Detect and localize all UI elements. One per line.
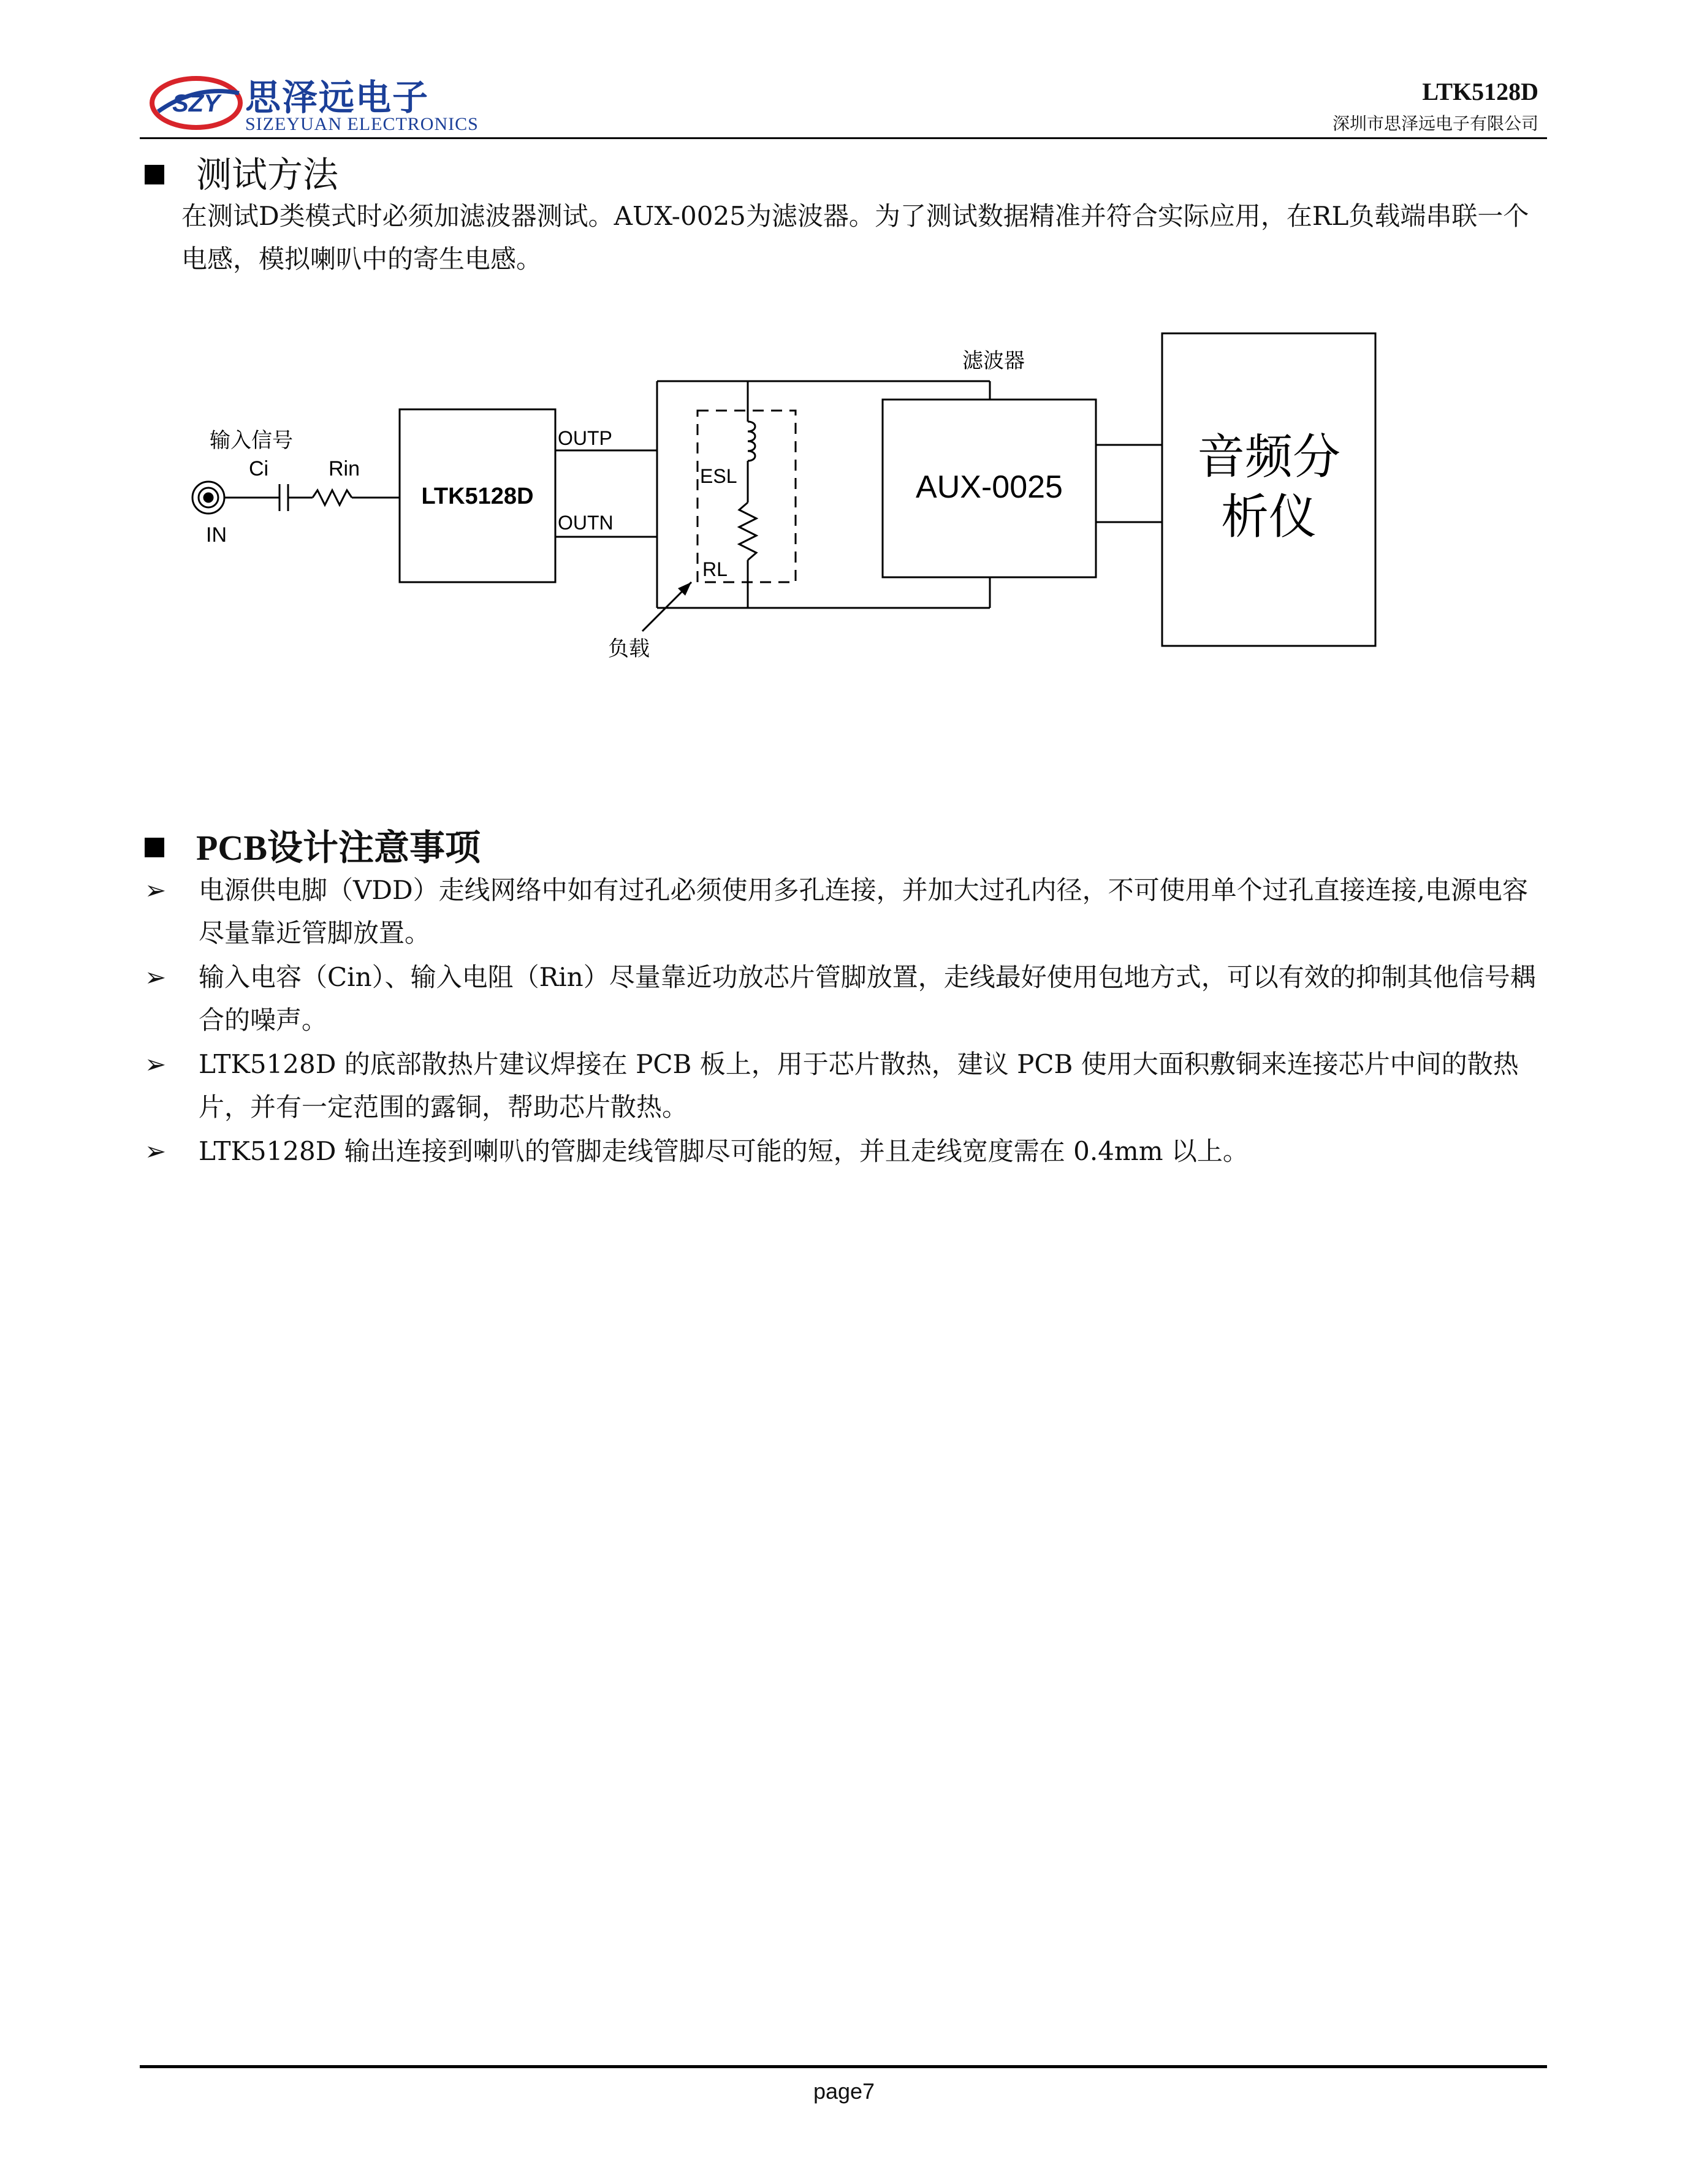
in-label: IN [206,523,227,547]
logo-chinese-name: 思泽远电子 [245,77,430,118]
chip-label: LTK5128D [421,483,534,509]
analyzer-label-line2: 析仪 [1220,490,1317,545]
list-item-text: LTK5128D 的底部散热片建议焊接在 PCB 板上，用于芯片散热，建议 PCB 使用大面积敷铜来连接芯片中间的散热片，并有一定范围的露铜，帮助芯片散热。 [199,1049,1519,1122]
test-method-paragraph: 在测试D类模式时必须加滤波器测试。AUX-0025为滤波器。为了测试数据精准并符合实际应用，在RL负载端串联一个电感，模拟喇叭中的寄生电感。 [181,201,1529,274]
pcb-notes-title: PCB设计注意事项 [196,828,481,868]
pcb-notes-heading [145,819,481,870]
footer-divider [140,2065,1547,2068]
outn-label: OUTN [558,512,614,534]
list-item [145,869,1548,955]
logo-badge: SZY [172,90,220,117]
filter-label: 滤波器 [962,349,1025,373]
list-item [145,1043,1548,1129]
test-method-title: 测试方法 [196,154,339,195]
test-method-heading [145,146,338,197]
outp-label: OUTP [558,427,612,449]
input-signal-label: 输入信号 [210,428,293,453]
pcb-notes-list [145,869,1548,1174]
esl-label: ESL [700,465,737,487]
rl-label: RL [702,558,728,580]
section-square-icon [145,838,164,857]
arrow-bullet-icon: ➢ [145,875,167,905]
header-divider [140,137,1547,139]
header-model-number: LTK5128D [1422,78,1538,105]
page-number: page7 [813,2079,875,2104]
rin-label: Rin [329,457,360,480]
filter-box-label: AUX-0025 [916,469,1063,505]
test-circuit-diagram [172,325,1397,674]
list-item-text: LTK5128D 输出连接到喇叭的管脚走线管脚尽可能的短，并且走线宽度需在 0.4mm 以上。 [199,1136,1249,1166]
arrow-bullet-icon: ➢ [145,962,167,992]
list-item-text: 电源供电脚（VDD）走线网络中如有过孔必须使用多孔连接，并加大过孔内径，不可使用单个过孔直接连接,电源电容尽量靠近管脚放置。 [199,875,1529,948]
arrow-bullet-icon: ➢ [145,1049,167,1079]
list-item [145,956,1548,1042]
load-label: 负载 [608,637,650,661]
list-item-text: 输入电容（Cin）、输入电阻（Rin）尽量靠近功放芯片管脚放置，走线最好使用包地方式，可以有效的抑制其他信号耦合的噪声。 [199,962,1536,1035]
list-item [145,1130,1548,1173]
analyzer-label-line1: 音频分 [1196,430,1341,485]
section-square-icon [145,165,164,184]
logo-english-name: SIZEYUAN ELECTRONICS [245,114,479,134]
ci-label: Ci [249,457,269,480]
header-company-name: 深圳市思泽远电子有限公司 [1332,113,1538,134]
arrow-bullet-icon: ➢ [145,1136,167,1166]
